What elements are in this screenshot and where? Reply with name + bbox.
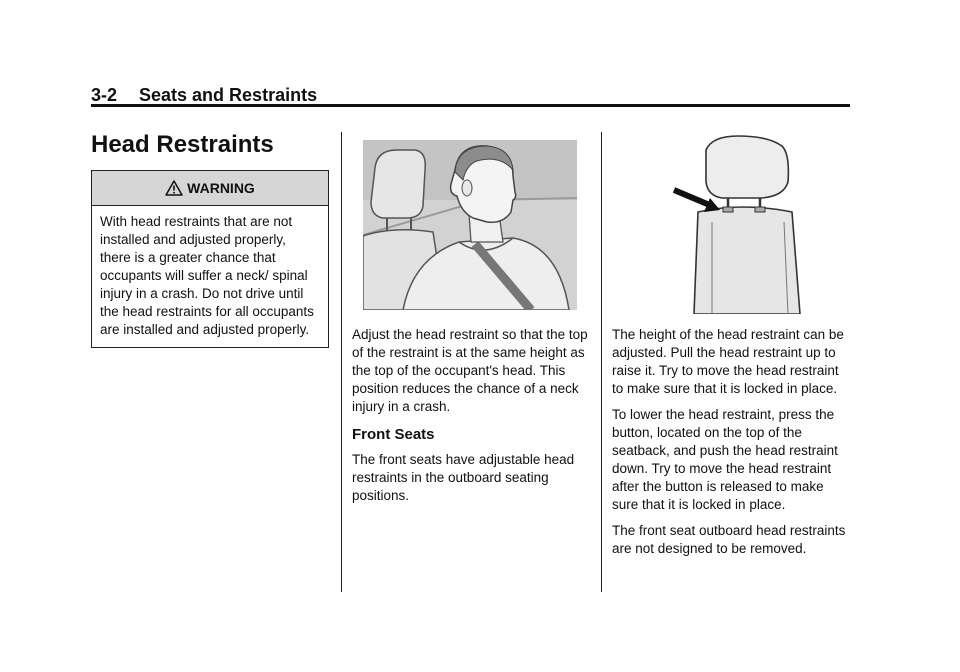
- column-divider-left: [341, 132, 342, 592]
- page-number: 3-2: [91, 84, 118, 105]
- seat-head-restraint-button-illustration: [642, 132, 812, 314]
- warning-triangle-icon: [165, 180, 183, 196]
- adjust-paragraph: Adjust the head restraint so that the top of the restraint is at the same height as the top of the occupant's head. This position reduces the chance of a neck injury in a crash.: [352, 327, 588, 414]
- height-adjust-paragraph: The height of the head restraint can be adjusted. Pull the head restraint up to raise it. Try to move the head restraint to make sure that it is locked in place.: [612, 327, 844, 396]
- column-right: [612, 128, 852, 566]
- not-removable-paragraph: The front seat outboard head restraints are not designed to be removed.: [612, 523, 846, 556]
- header-rule: [91, 104, 850, 107]
- front-seats-paragraph: The front seats have adjustable head restraints in the outboard seating positions.: [352, 452, 575, 503]
- warning-box: [91, 170, 329, 348]
- warning-label: WARNING: [187, 180, 255, 197]
- column-middle: [352, 128, 588, 513]
- front-seats-heading: Front Seats: [352, 426, 435, 443]
- warning-text: With head restraints that are not installed and adjusted properly, there is a greater chance that occupants will suffer a neck/ spinal injury in a crash. Do not drive until the head restraints for all occupants are installed and adjusted properly.: [100, 214, 314, 338]
- occupant-head-restraint-illustration: [363, 140, 577, 310]
- page-title: Head Restraints: [91, 131, 274, 158]
- lower-restraint-paragraph: To lower the head restraint, press the button, located on the top of the seatback, and push the head restraint down. Try to move the head restraint after the button is released to make sure that it is locked in place.: [612, 407, 838, 512]
- page-header: [91, 84, 850, 106]
- section-title: Seats and Restraints: [139, 84, 318, 105]
- column-left: [91, 128, 329, 348]
- warning-header: [92, 171, 328, 206]
- column-divider-right: [601, 132, 602, 592]
